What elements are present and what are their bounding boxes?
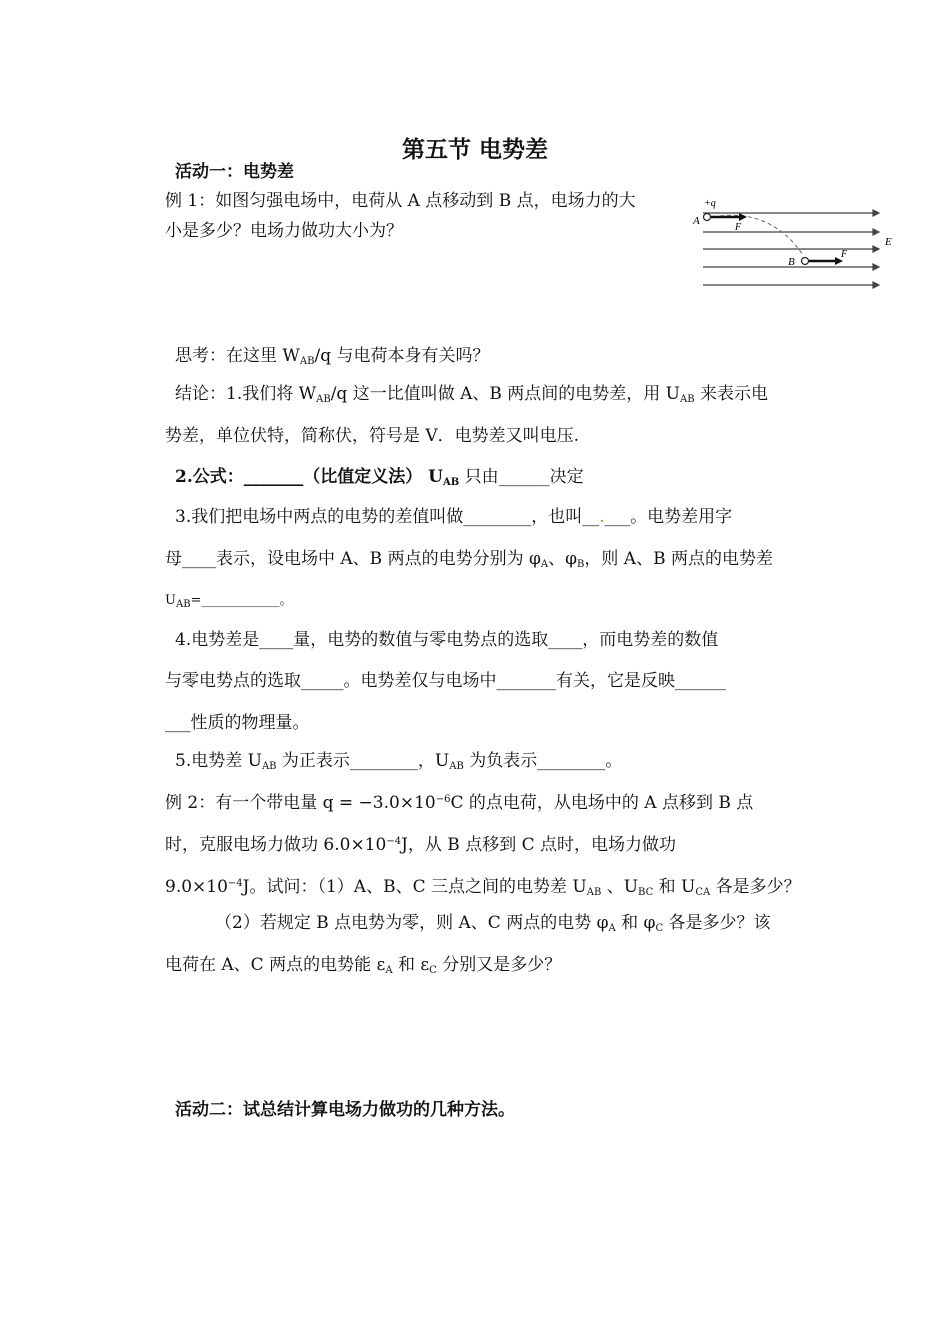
point-b-label: B — [788, 256, 795, 268]
charge-b-marker — [802, 258, 809, 265]
charge-label: +q — [704, 198, 716, 209]
activity-1-heading: 活动一：电势差 — [175, 162, 294, 182]
example-1-line-2: 小是多少？电场力做功大小为？ — [165, 221, 403, 241]
item-3-line-3: $U_{AB}=\_\_\_\_\_\_\_\_\_\_\_\_$。 — [165, 593, 293, 610]
activity-2-heading: 活动二：试总结计算电场力做功的几种方法。 — [175, 1100, 515, 1120]
force-label-b: F — [841, 249, 848, 260]
point-a-label: A — [693, 215, 700, 227]
example-2-line-3: $9.0\times 10^{-4}J$。试问：（1）A、B、C 三点之间的电势差 $U_{AB}$ 、$U_{BC}$ 和 $U_{CA}$ 各是多少？ — [165, 877, 801, 898]
item-4-line-2: 与零电势点的选取_____。电势差仅与电场中_______有关，它是反映______ — [165, 671, 726, 691]
conclusion-line-2: 势差，单位伏特，简称伏，符号是 V．电势差又叫电压. — [165, 426, 580, 446]
item-4-line-1: 4.电势差是____量，电势的数值与零电势点的选取____，而电势差的数值 — [175, 630, 719, 650]
charge-a-marker — [704, 214, 711, 221]
item-3-line-1: 3.我们把电场中两点的电势的差值叫做________，也叫__.___。电势差用字 — [175, 507, 733, 527]
item-5-line: 5.电势差 $U_{AB}$ 为正表示________，$U_{AB}$ 为负表示________。 — [175, 751, 623, 772]
think-line: 思考：在这里 $W_{AB}/q$ 与电荷本身有关吗？ — [175, 346, 490, 367]
item-4-line-3: ___性质的物理量。 — [165, 713, 310, 733]
example-2-line-2: 时，克服电场力做功 $6.0\times 10^{-4}J$，从 B 点移到 C 点时，电场力做功 — [165, 835, 677, 855]
page-title: 第五节 电势差 — [401, 136, 548, 163]
uniform-field-diagram — [695, 195, 900, 295]
example-2-line-1: 例 2：有一个带电量 $q = -3.0\times 10^{-6}C$ 的点电荷，从电场中的 A 点移到 B 点 — [165, 793, 754, 813]
example-2-line-4: （2）若规定 B 点电势为零，则 A、C 两点的电势 $\varphi_A$ 和 $\varphi_C$ 各是多少？该 — [215, 913, 771, 934]
field-label: E — [885, 236, 892, 248]
example-2-line-5: 电荷在 A、C 两点的电势能 $\varepsilon_A$ 和 $\varepsilon_C$ 分别又是多少？ — [165, 955, 562, 976]
force-label-a: F — [735, 222, 742, 233]
conclusion-line-1: 结论：1.我们将 $W_{AB}/q$ 这一比值叫做 A、B 两点间的电势差，用 $U_{AB}$ 来表示电 — [175, 384, 768, 405]
formula-line: 2.公式：_______（比值定义法） $U_{AB}$ 只由______决定 — [175, 467, 584, 488]
example-1-line-1: 例 1：如图匀强电场中，电荷从 A 点移动到 B 点，电场力的大 — [165, 191, 636, 211]
item-3-line-2: 母____表示，设电场中 A、B 两点的电势分别为 $\varphi_A$、$\varphi_B$，则 A、B 两点的电势差 — [165, 549, 773, 570]
